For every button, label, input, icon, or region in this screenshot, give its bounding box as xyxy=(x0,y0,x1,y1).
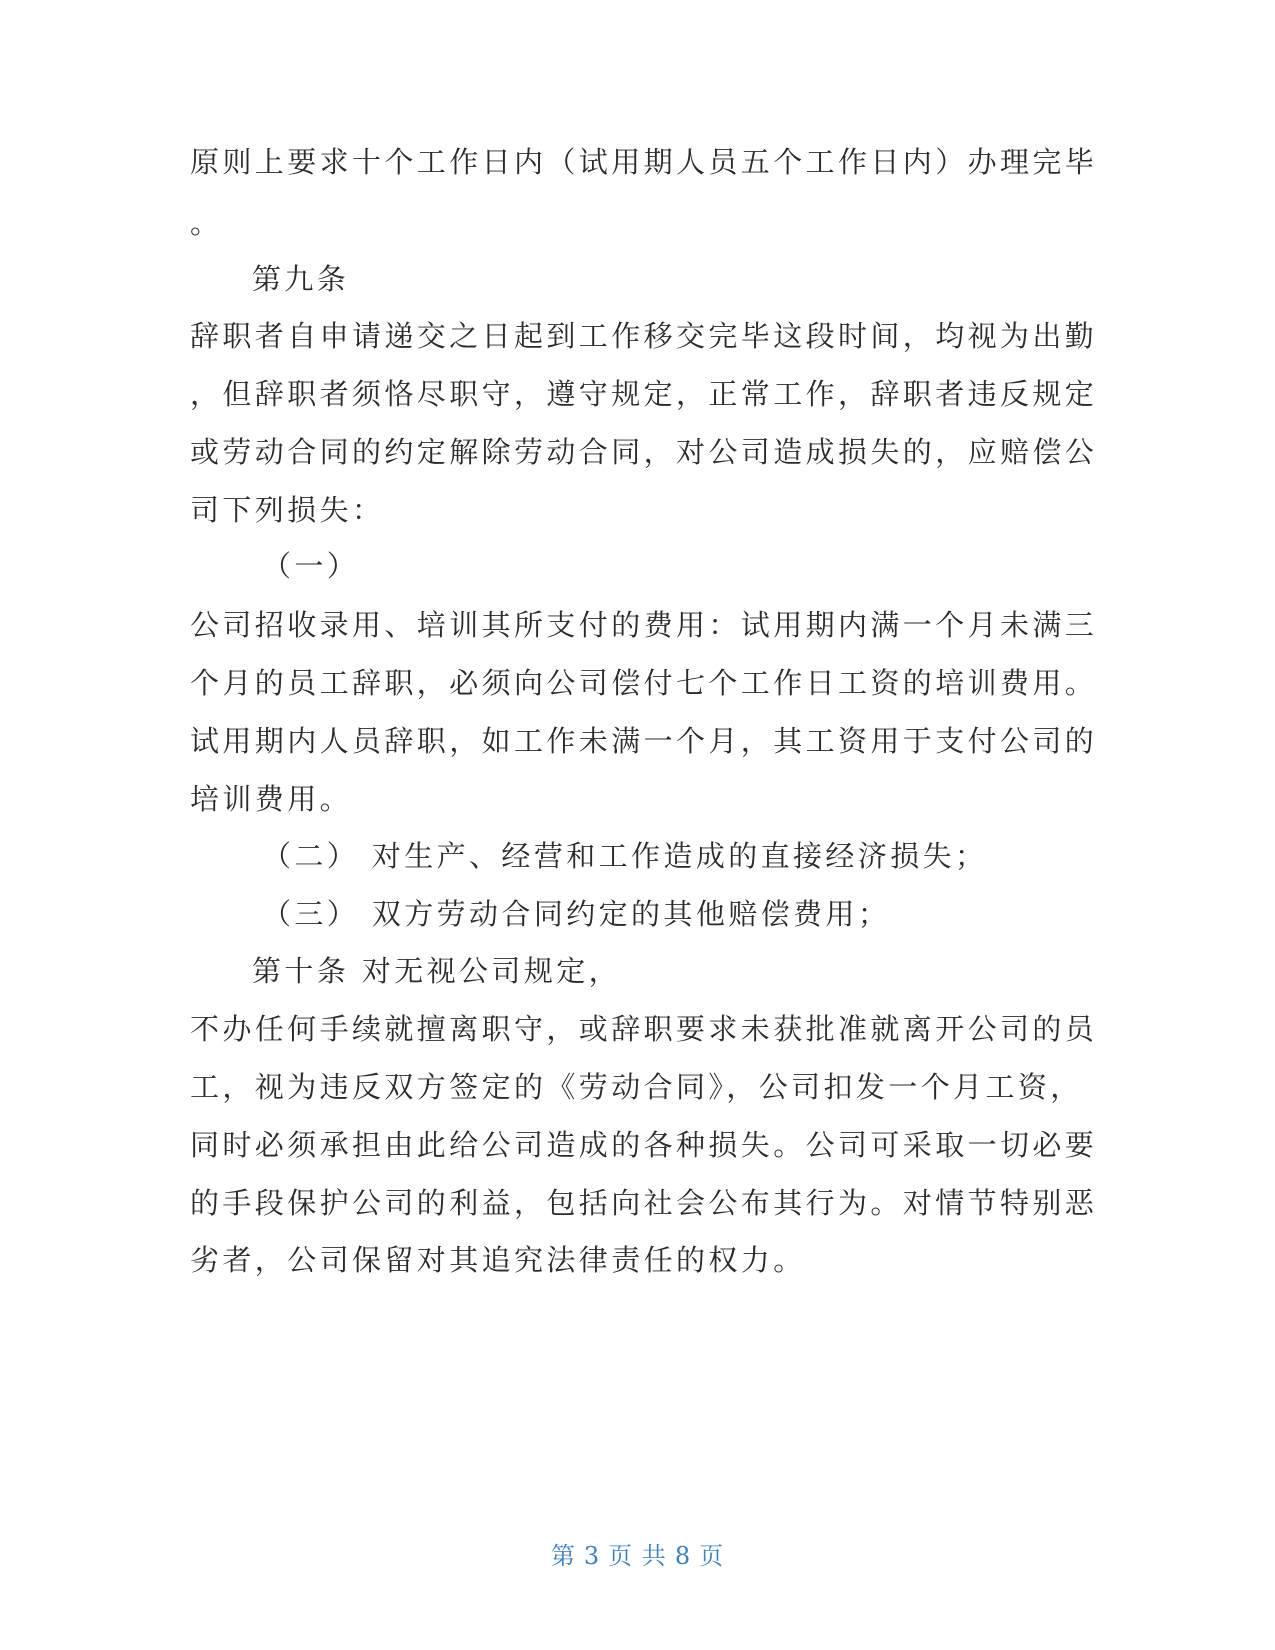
list-item: （二） 对生产、经营和工作造成的直接经济损失； xyxy=(262,839,988,873)
page-footer xyxy=(0,1540,1275,1572)
list-item: （三） 双方劳动合同约定的其他赔偿费用； xyxy=(262,897,891,931)
footer-prefix: 第 xyxy=(550,1542,576,1570)
text-line: 培训费用。 xyxy=(190,782,353,816)
text-line: 同时必须承担由此给公司造成的各种损失。公司可采取一切必要 xyxy=(190,1128,1098,1162)
article-heading: 第九条 xyxy=(252,262,350,296)
text-line: 工，视为违反双方签定的《劳动合同》，公司扣发一个月工资， xyxy=(190,1070,1083,1104)
text-line: 或劳动合同的约定解除劳动合同，对公司造成损失的，应赔偿公 xyxy=(190,435,1098,469)
footer-middle: 页 共 xyxy=(608,1542,667,1570)
total-pages-number: 8 xyxy=(674,1542,692,1570)
text-line: 劣者，公司保留对其追究法律责任的权力。 xyxy=(190,1243,806,1277)
article-heading: 第十条 对无视公司规定， xyxy=(252,954,622,988)
text-line: 试用期内人员辞职，如工作未满一个月，其工资用于支付公司的 xyxy=(190,724,1098,758)
text-line: 的手段保护公司的利益，包括向社会公布其行为。对情节特别恶 xyxy=(190,1186,1098,1220)
current-page-number: 3 xyxy=(583,1542,601,1570)
text-line: 。 xyxy=(190,206,223,240)
text-line: 原则上要求十个工作日内（试用期人员五个工作日内）办理完毕 xyxy=(190,145,1098,179)
text-line: 公司招收录用、培训其所支付的费用：试用期内满一个月未满三 xyxy=(190,608,1098,642)
text-line: 个月的员工辞职，必须向公司偿付七个工作日工资的培训费用。 xyxy=(190,666,1098,700)
text-line: 司下列损失： xyxy=(190,493,385,527)
text-line: ，但辞职者须恪尽职守，遵守规定，正常工作，辞职者违反规定 xyxy=(190,377,1098,411)
text-line: 不办任何手续就擅离职守，或辞职要求未获批准就离开公司的员 xyxy=(190,1012,1098,1046)
list-marker: （一） xyxy=(262,549,360,583)
text-line: 辞职者自申请递交之日起到工作移交完毕这段时间，均视为出勤 xyxy=(190,319,1098,353)
footer-suffix: 页 xyxy=(699,1542,725,1570)
